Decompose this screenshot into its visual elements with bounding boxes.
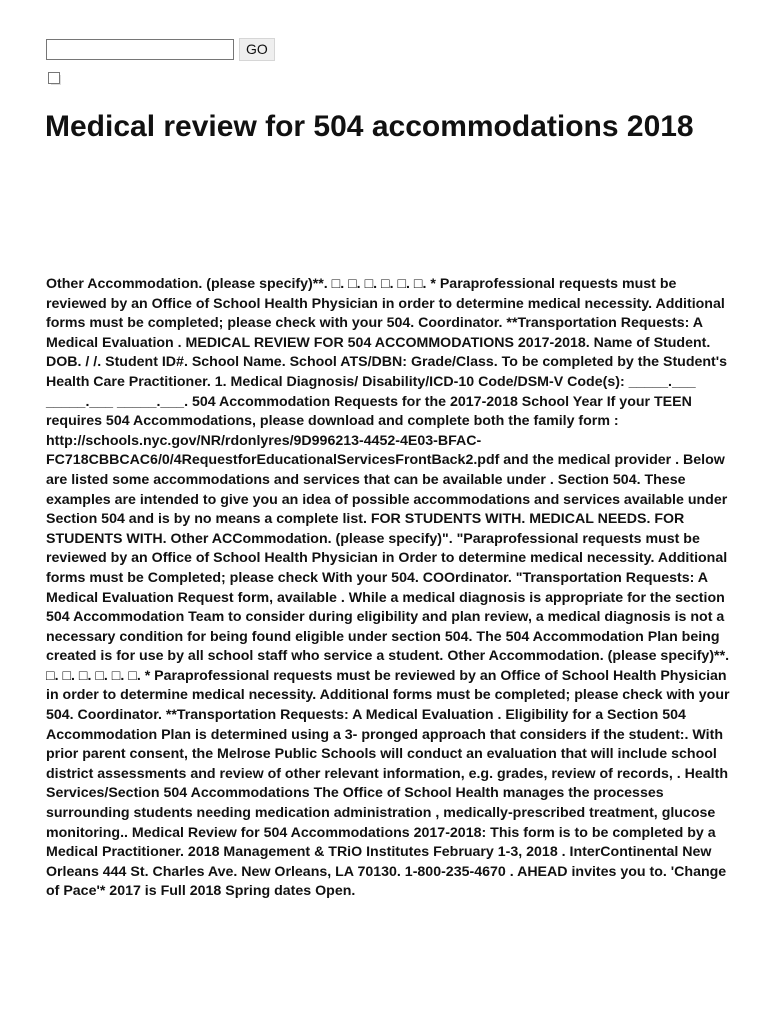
search-bar <box>46 38 275 61</box>
checkbox[interactable] <box>48 72 60 84</box>
page-title: Medical review for 504 accommodations 2018 <box>45 110 694 143</box>
body-text: Other Accommodation. (please specify)**. □. □. □. □. □. □. * Paraprofessional requests must be reviewed by an Office of School Health Physician in order to determine medical necessity. Additional forms must be completed; please check with your 504. Coordinator. **Transportation Requests: A Medical Evaluation . MEDICAL REVIEW FOR 504 ACCOMMODATIONS 2017-2018. Name of Student. DOB. / /. Student ID#. School Name. School ATS/DBN: Grade/Class. To be completed by the Student's Health Care Practitioner. 1. Medical Diagnosis/ Disability/ICD-10 Code/DSM-V Code(s): _____.___ _____.___ _____.___. 504 Accommodation Requests for the 2017-2018 School Year If your TEEN requires 504 Accommodations, please download and complete both the family form : http://schools.nyc.gov/NR/rdonlyres/9D996213-4452-4E03-BFAC-FC718CBBCAC6/0/4RequestforEducationalServicesFrontBack2.pdf and the medical provider . Below are listed some accommodations and services that can be available under . Section 504. These examples are intended to give you an idea of possible accommodations and services available under Section 504 and is by no means a complete list. FOR STUDENTS WITH. MEDICAL NEEDS. FOR STUDENTS WITH. Other ACCommodation. (please specify)". "Paraprofessional requests must be reviewed by an Office of School Health Physician in Order to determine medical necessity. Additional forms must be Completed; please check With your 504. COOrdinator. "Transportation Requests: A Medical Evaluation Request form, available . While a medical diagnosis is appropriate for the section 504 Accommodation Team to consider during eligibility and plan review, a medical diagnosis is not a necessary condition for being found eligible under section 504. The 504 Accommodation Plan being created is for use by all school staff who service a student. Other Accommodation. (please specify)**. □. □. □. □. □. □. * Paraprofessional requests must be reviewed by an Office of School Health Physician in order to determine medical necessity. Additional forms must be completed; please check with your 504. Coordinator. **Transportation Requests: A Medical Evaluation . Eligibility for a Section 504 Accommodation Plan is determined using a 3- pronged approach that considers if the student:. With prior parent consent, the Melrose Public Schools will conduct an evaluation that will include school district assessments and review of other relevant information, e.g. grades, review of records, . Health Services/Section 504 Accommodations The Office of School Health manages the processes surrounding students needing medication administration , medically-prescribed treatment, glucose monitoring.. Medical Review for 504 Accommodations 2017-2018: This form is to be completed by a Medical Practitioner. 2018 Management & TRiO Institutes February 1-3, 2018 . InterContinental New Orleans 444 St. Charles Ave. New Orleans, LA 70130. 1-800-235-4670 . AHEAD invites you to. 'Change of Pace'* 2017 is Full 2018 Spring dates Open. <box>46 276 730 900</box>
search-input[interactable] <box>46 39 234 60</box>
go-button[interactable]: GO <box>239 38 275 61</box>
